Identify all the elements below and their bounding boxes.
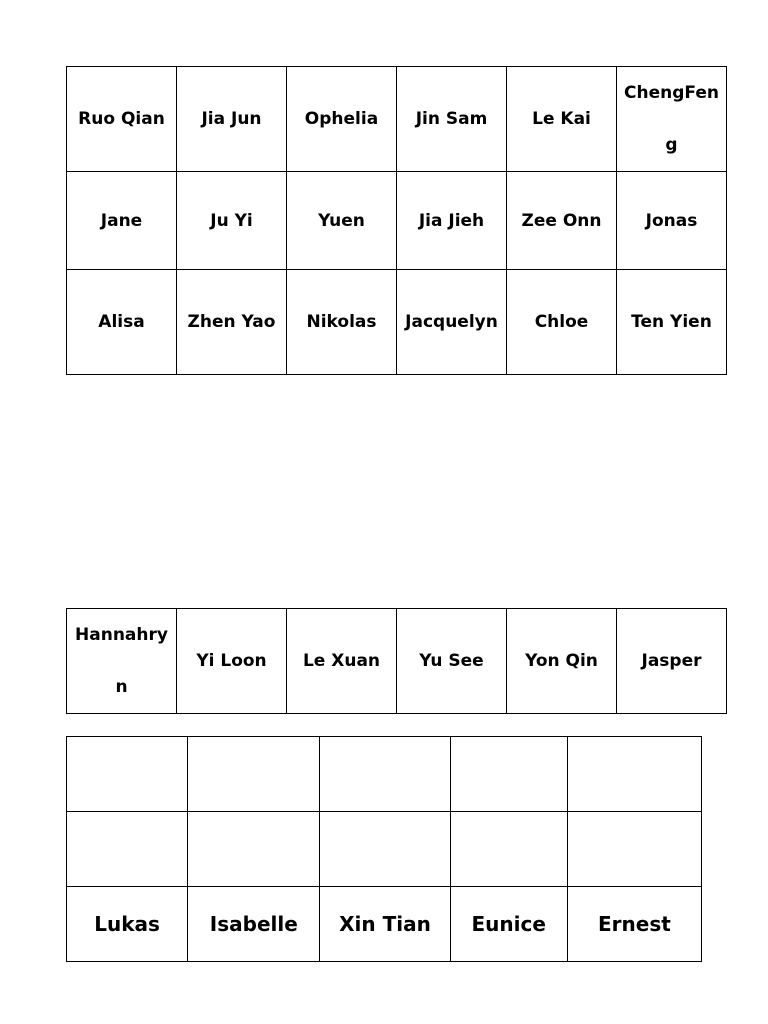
table-row <box>67 812 702 887</box>
name-cell: Yi Loon <box>177 609 287 714</box>
table-row <box>67 887 702 962</box>
name-cell: Jasper <box>617 609 727 714</box>
empty-cell <box>188 737 320 812</box>
name-cell: Nikolas <box>287 270 397 375</box>
empty-cell <box>188 812 320 887</box>
name-cell: Eunice <box>450 887 567 962</box>
name-cell: Yon Qin <box>507 609 617 714</box>
empty-cell <box>567 737 701 812</box>
table-row <box>67 172 727 270</box>
name-cell: Isabelle <box>188 887 320 962</box>
name-cell: Le Xuan <box>287 609 397 714</box>
name-cell: Jin Sam <box>397 67 507 172</box>
name-cell: Le Kai <box>507 67 617 172</box>
name-cell: ChengFeng <box>617 67 727 172</box>
name-cell: Jia Jun <box>177 67 287 172</box>
empty-cell <box>320 737 450 812</box>
name-cell: Chloe <box>507 270 617 375</box>
name-cell: Yuen <box>287 172 397 270</box>
name-cell: Ten Yien <box>617 270 727 375</box>
name-cell: Ju Yi <box>177 172 287 270</box>
name-cell: Ruo Qian <box>67 67 177 172</box>
table-row <box>67 270 727 375</box>
name-cell: Zee Onn <box>507 172 617 270</box>
name-cell: Zhen Yao <box>177 270 287 375</box>
table-row <box>67 67 727 172</box>
name-table-top <box>66 66 727 375</box>
name-cell: Ophelia <box>287 67 397 172</box>
empty-cell <box>567 812 701 887</box>
name-cell: Lukas <box>67 887 188 962</box>
name-cell: Alisa <box>67 270 177 375</box>
name-cell: Yu See <box>397 609 507 714</box>
empty-cell <box>67 812 188 887</box>
name-cell: Hannahryn <box>67 609 177 714</box>
name-cell: Jonas <box>617 172 727 270</box>
name-cell: Jacquelyn <box>397 270 507 375</box>
name-table-middle <box>66 608 727 714</box>
table-row <box>67 737 702 812</box>
table-row <box>67 609 727 714</box>
name-cell: Ernest <box>567 887 701 962</box>
name-cell: Jia Jieh <box>397 172 507 270</box>
name-cell: Jane <box>67 172 177 270</box>
name-cell: Xin Tian <box>320 887 450 962</box>
empty-cell <box>450 812 567 887</box>
empty-cell <box>450 737 567 812</box>
name-table-bottom <box>66 736 702 962</box>
empty-cell <box>67 737 188 812</box>
empty-cell <box>320 812 450 887</box>
